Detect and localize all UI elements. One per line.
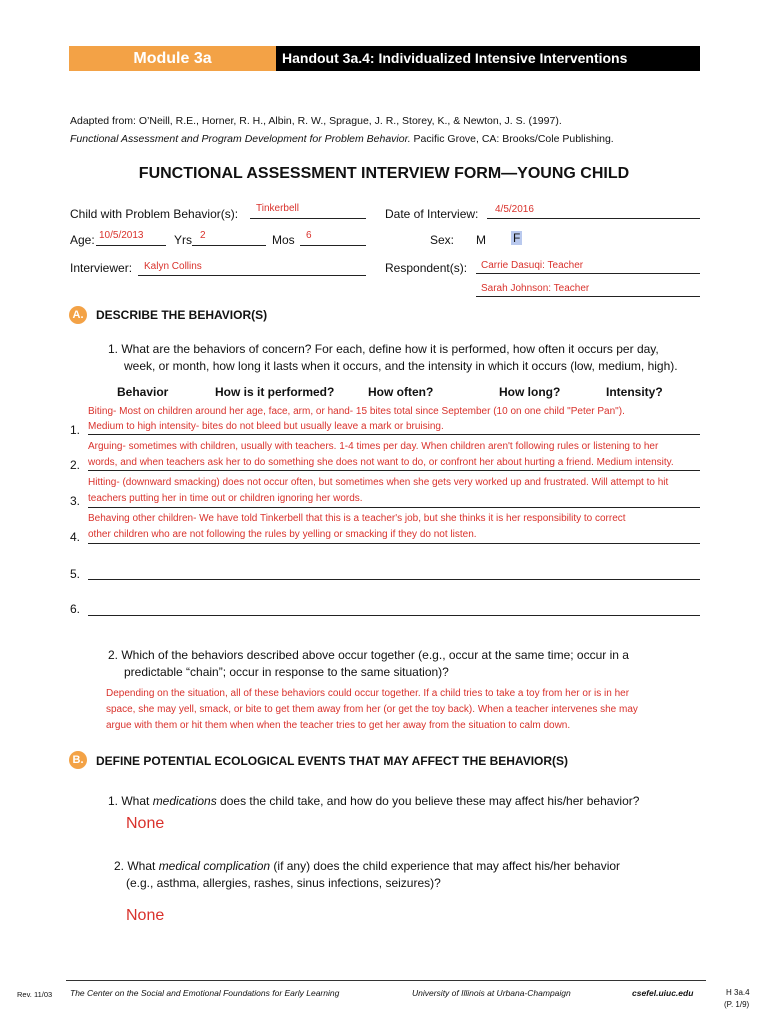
behavior-row-1-line xyxy=(88,434,700,435)
column-header-intensity: Intensity? xyxy=(606,385,663,399)
section-b-badge: B. xyxy=(69,751,87,769)
section-b-q2 xyxy=(114,857,620,875)
behavior-row-5-number: 5. xyxy=(70,567,81,581)
section-a-q2-answer-2[interactable]: space, she may yell, smack, or bite to get them away from her (or get the toy back). When a teacher intervenes she may xyxy=(106,704,638,715)
behavior-row-3-line-1[interactable]: Hitting- (downward smacking) does not occur often, but sometimes when she gets very worked up and frustrated. Will attempt to hit xyxy=(88,477,669,488)
footer-site: csefel.uiuc.edu xyxy=(632,988,694,998)
behavior-row-4-line-1[interactable]: Behaving other children- We have told Tinkerbell that this is a teacher's job, but she thinks it is her responsibility to correct xyxy=(88,513,626,524)
section-b-q2-post: (if any) does the child experience that may affect his/her behavior xyxy=(270,859,621,873)
interviewer-label: Interviewer: xyxy=(70,261,133,275)
citation-line-1: Adapted from: O’Neill, R.E., Horner, R. H., Albin, R. W., Sprague, J. R., Storey, K., & Newton, J. S. (1997). xyxy=(70,115,562,127)
section-b-q1-answer[interactable]: None xyxy=(126,815,165,832)
section-a-q2-answer-3[interactable]: argue with them or hit them when when the teacher tries to get her away from the situation to calm down. xyxy=(106,720,571,731)
mos-label: Mos xyxy=(272,233,295,247)
mos-field[interactable]: 6 xyxy=(306,230,312,241)
mos-field-line xyxy=(300,245,366,246)
section-a-q2-line-2: predictable “chain”; occur in response to the same situation)? xyxy=(124,665,449,679)
section-b-title: DEFINE POTENTIAL ECOLOGICAL EVENTS THAT MAY AFFECT THE BEHAVIOR(S) xyxy=(96,754,569,768)
behavior-row-5-line[interactable] xyxy=(88,579,700,580)
interviewer-field-line xyxy=(138,275,366,276)
age-label: Age: xyxy=(70,233,95,247)
child-label: Child with Problem Behavior(s): xyxy=(70,207,239,221)
section-a-q2-answer-1[interactable]: Depending on the situation, all of these behaviors could occur together. If a child tries to take a toy from her or is in her xyxy=(106,688,630,699)
section-b-q2-pre: 2. What xyxy=(114,859,159,873)
date-field-line xyxy=(487,218,700,219)
behavior-row-3-number: 3. xyxy=(70,494,81,508)
section-b-q1 xyxy=(108,792,639,810)
behavior-row-1-number: 1. xyxy=(70,423,81,437)
citation-publisher: Pacific Grove, CA: Brooks/Cole Publishing. xyxy=(410,133,614,145)
behavior-row-4-line xyxy=(88,543,700,544)
column-header-how-often: How often? xyxy=(368,385,434,399)
respondent-field-line-2 xyxy=(476,296,700,297)
footer-center-name: The Center on the Social and Emotional Foundations for Early Learning xyxy=(70,988,340,998)
behavior-row-3-line-2[interactable]: teachers putting her in time out or children ignoring her words. xyxy=(88,493,363,504)
section-a-q2-line-1: 2. Which of the behaviors described above occur together (e.g., occur at the same time; occur in a xyxy=(108,648,629,662)
section-b-q2-line-2: (e.g., asthma, allergies, rashes, sinus infections, seizures)? xyxy=(126,876,441,890)
footer-handout-code: H 3a.4 xyxy=(726,988,750,997)
behavior-row-4-number: 4. xyxy=(70,530,81,544)
behavior-row-2-number: 2. xyxy=(70,458,81,472)
citation xyxy=(70,112,614,148)
yrs-label: Yrs xyxy=(174,233,192,247)
behavior-row-1-line-2[interactable]: Medium to high intensity- bites do not bleed but usually leave a mark or bruising. xyxy=(88,421,444,432)
behavior-row-3-line xyxy=(88,507,700,508)
behavior-row-2-line-2[interactable]: words, and when teachers ask her to do something she does not want to do, or confront her about hurting a friend. Medium intensity. xyxy=(88,457,674,468)
footer-page-number: (P. 1/9) xyxy=(724,1000,750,1009)
section-a-title: DESCRIBE THE BEHAVIOR(S) xyxy=(96,308,268,322)
date-field[interactable]: 4/5/2016 xyxy=(495,204,534,215)
column-header-how-performed: How is it performed? xyxy=(215,385,335,399)
child-field-line xyxy=(250,218,366,219)
column-header-how-long: How long? xyxy=(499,385,561,399)
citation-book-title: Functional Assessment and Program Development for Problem Behavior. xyxy=(70,133,411,145)
sex-label: Sex: xyxy=(430,233,455,247)
behavior-row-6-number: 6. xyxy=(70,602,81,616)
yrs-field[interactable]: 2 xyxy=(200,230,206,241)
behavior-row-4-line-2[interactable]: other children who are not following the rules by yelling or smacking if they do not listen. xyxy=(88,529,477,540)
behavior-row-2-line-1[interactable]: Arguing- sometimes with children, usually with teachers. 1-4 times per day. When children aren't following rules or listening to her xyxy=(88,441,659,452)
respondent-field-1[interactable]: Carrie Dasuqi: Teacher xyxy=(481,260,584,271)
section-b-q1-italic: medications xyxy=(152,794,217,808)
section-b-q2-answer[interactable]: None xyxy=(126,907,165,924)
yrs-field-line xyxy=(192,245,266,246)
interviewer-field[interactable]: Kalyn Collins xyxy=(144,261,202,272)
respondent-field-line-1 xyxy=(476,273,700,274)
respondent-field-2[interactable]: Sarah Johnson: Teacher xyxy=(481,283,590,294)
behavior-row-2-line xyxy=(88,470,700,471)
section-a-badge: A. xyxy=(69,306,87,324)
sex-option-m[interactable]: M xyxy=(476,233,486,247)
section-b-q1-pre: 1. What xyxy=(108,794,153,808)
section-a-q1-line-1: 1. What are the behaviors of concern? For each, define how it is performed, how often it occurs per day, xyxy=(108,342,659,356)
footer-rule xyxy=(66,980,706,981)
date-label: Date of Interview: xyxy=(385,207,479,221)
section-b-q1-post: does the child take, and how do you believe these may affect his/her behavior? xyxy=(216,794,640,808)
age-field[interactable]: 10/5/2013 xyxy=(99,230,144,241)
section-b-q2-italic: medical complication xyxy=(158,859,271,873)
module-label: Module 3a xyxy=(69,46,276,71)
citation-line-2 xyxy=(70,130,614,148)
form-title: FUNCTIONAL ASSESSMENT INTERVIEW FORM—YOUNG CHILD xyxy=(138,165,630,182)
sex-option-f[interactable]: F xyxy=(513,231,521,245)
section-a-q1-line-2: week, or month, how long it lasts when it occurs, and the intensity in which it occurs (low, medium, high). xyxy=(124,359,678,373)
age-field-line xyxy=(96,245,166,246)
column-header-behavior: Behavior xyxy=(117,385,169,399)
behavior-row-1-line-1[interactable]: Biting- Most on children around her age, face, arm, or hand- 15 bites total since September (10 on one child "Peter Pan"). xyxy=(88,406,625,417)
footer-revision: Rev. 11/03 xyxy=(17,990,53,999)
footer-university: University of Illinois at Urbana-Champaign xyxy=(412,988,571,998)
respondent-label: Respondent(s): xyxy=(385,261,468,275)
child-field[interactable]: Tinkerbell xyxy=(256,203,299,214)
behavior-row-6-line[interactable] xyxy=(88,615,700,616)
handout-title: Handout 3a.4: Individualized Intensive Interventions xyxy=(276,46,700,71)
